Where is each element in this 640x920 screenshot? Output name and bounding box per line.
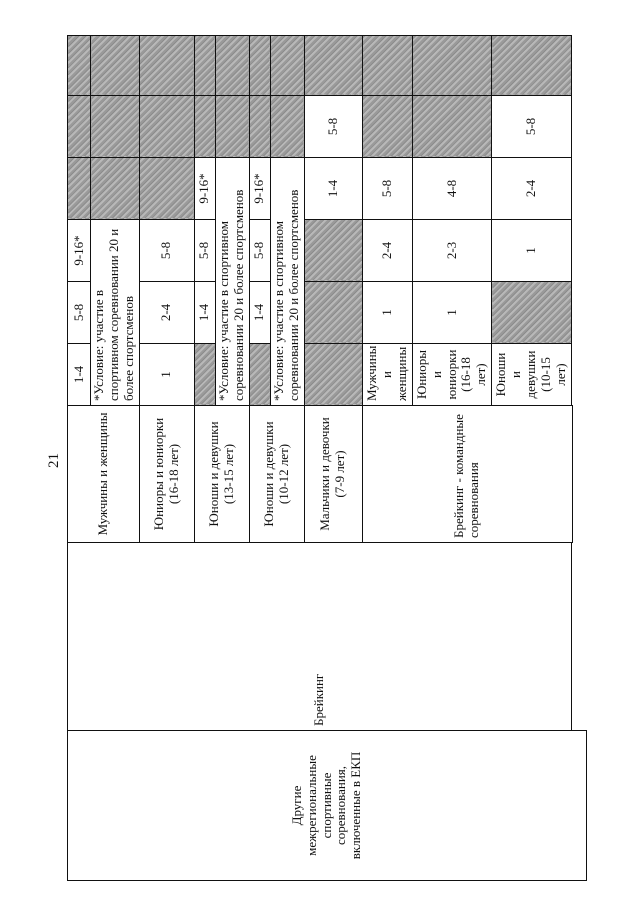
group-cell: Юноши и девушки (13-15 лет) bbox=[194, 406, 249, 543]
value-cell: 9-16* bbox=[249, 158, 270, 220]
group-cell: Юниоры и юниорки (16-18 лет) bbox=[139, 406, 194, 543]
sports-classification-table bbox=[67, 35, 587, 881]
value-cell: 1-4 bbox=[249, 282, 270, 344]
group-cell: Мальчики и девочки (7-9 лет) bbox=[304, 406, 362, 543]
value-cell: 1 bbox=[362, 282, 412, 344]
page-number: 21 bbox=[46, 453, 62, 468]
note-cell: *Условие: участие в спортивном соревновании 20 и более спортсменов bbox=[215, 158, 249, 406]
value-cell: 2-3 bbox=[412, 220, 492, 282]
value-cell: 2-4 bbox=[492, 158, 572, 220]
category-cell: Другие межрегиональные спортивные соревнования, включенные в ЕКП bbox=[68, 731, 587, 881]
discipline-cell: Брейкинг - командные соревнования bbox=[362, 406, 572, 543]
value-cell: 1 bbox=[139, 344, 194, 406]
group-cell: Мужчины и женщины bbox=[362, 344, 412, 406]
value-cell: 4-8 bbox=[412, 158, 492, 220]
group-cell: Юноши и девушки (10-15 лет) bbox=[492, 344, 572, 406]
group-cell: Юниоры и юниорки (16-18 лет) bbox=[412, 344, 492, 406]
value-cell: 1-4 bbox=[304, 158, 362, 220]
value-cell: 5-8 bbox=[492, 96, 572, 158]
place-cell: 1-4 bbox=[68, 344, 91, 406]
value-cell: 5-8 bbox=[139, 220, 194, 282]
value-cell: 5-8 bbox=[304, 96, 362, 158]
discipline-cell: Брейкинг bbox=[68, 543, 572, 731]
value-cell: 5-8 bbox=[362, 158, 412, 220]
value-cell: 2-4 bbox=[362, 220, 412, 282]
note-cell: *Условие: участие в спортивном соревновании 20 и более спортсменов bbox=[270, 158, 304, 406]
value-cell: 1 bbox=[412, 282, 492, 344]
value-cell: 9-16* bbox=[194, 158, 215, 220]
value-cell: 5-8 bbox=[249, 220, 270, 282]
value-cell: 1 bbox=[492, 220, 572, 282]
group-cell: Юноши и девушки (10-12 лет) bbox=[249, 406, 304, 543]
group-cell: Мужчины и женщины bbox=[68, 406, 140, 543]
value-cell: 2-4 bbox=[139, 282, 194, 344]
rotated-table-container bbox=[67, 36, 587, 881]
value-cell: 1-4 bbox=[194, 282, 215, 344]
place-cell: 9-16* bbox=[68, 220, 91, 282]
place-cell: 5-8 bbox=[68, 282, 91, 344]
value-cell: 5-8 bbox=[194, 220, 215, 282]
table-row bbox=[68, 36, 91, 881]
note-cell: *Условие: участие в спортивном соревновании 20 и более спортсменов bbox=[91, 220, 140, 406]
